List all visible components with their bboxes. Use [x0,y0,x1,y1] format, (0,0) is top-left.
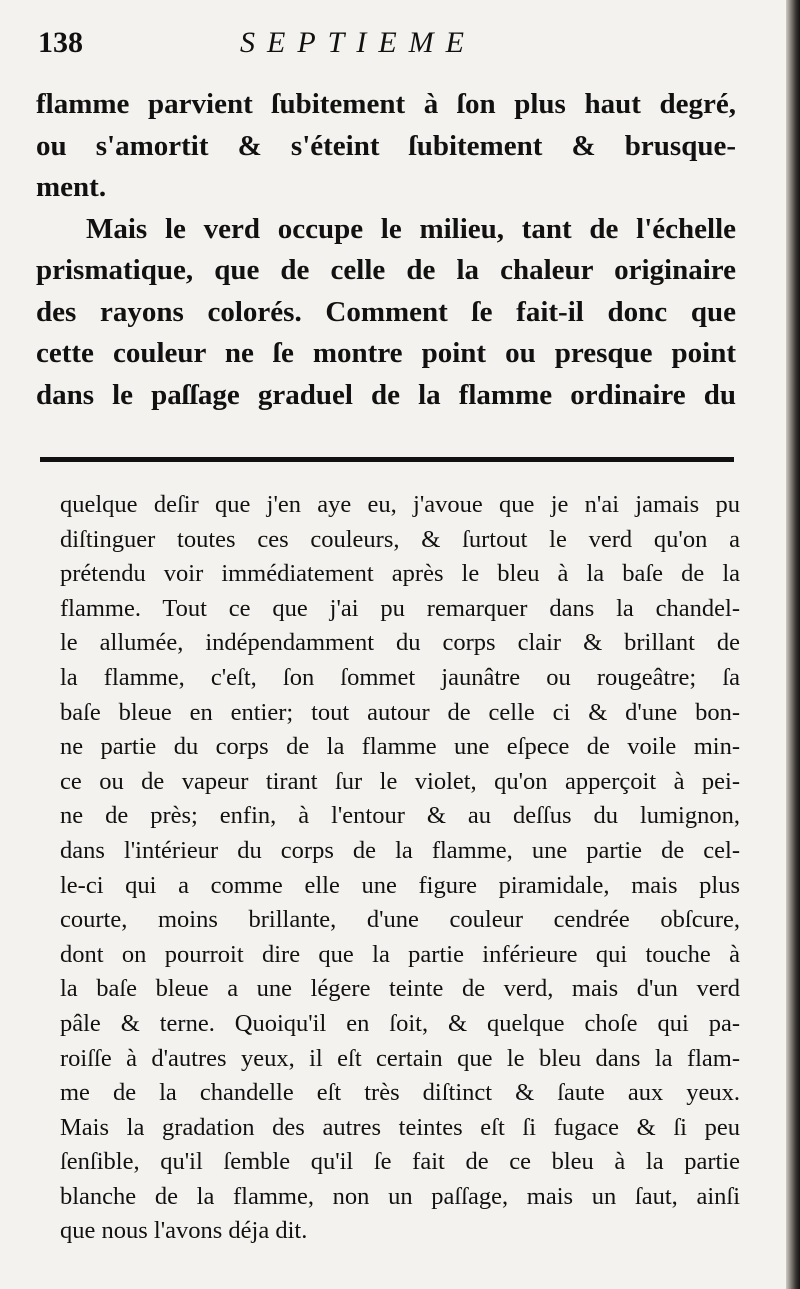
footnote-line: ſenſible, qu'il ſemble qu'il ſe fait de ce bleu à la partie [60,1148,740,1176]
text-line: ou s'amortit & s'éteint ſubitement & brusque- [36,129,736,162]
footnote-line: flamme. Tout ce que j'ai pu remarquer dans la chandel- [60,594,740,622]
main-text-block [36,84,736,416]
page-header [0,22,780,72]
text-line: cette couleur ne ſe montre point ou presque point [36,337,736,369]
footnote-line: blanche de la flamme, non un paſſage, mais un ſaut, ainſi [60,1182,740,1210]
footnote-line: roiſſe à d'autres yeux, il eſt certain que le bleu dans la flam- [60,1044,740,1072]
footnote-separator-rule [40,457,734,462]
footnote-line: la baſe bleue a une légere teinte de verd, mais d'un verd [60,975,740,1003]
page-edge-shadow [786,0,800,1289]
footnote-line: pâle & terne. Quoiqu'il en ſoit, & quelque choſe qui pa- [60,1009,740,1037]
footnote-line: courte, moins brillante, d'une couleur cendrée obſcure, [60,906,740,934]
footnote-line: me de la chandelle eſt très diſtinct & ſaute aux yeux. [60,1079,740,1107]
footnote-line: la flamme, c'eſt, ſon ſommet jaunâtre ou rougeâtre; ſa [60,663,740,691]
footnote-line: dans l'intérieur du corps de la flamme, une partie de cel- [60,836,740,864]
footnote-block [60,488,740,1249]
text-line: ment. [36,171,107,203]
page-number: 138 [38,26,83,59]
paragraph [36,209,736,417]
footnote-line: que nous l'avons déja dit. [60,1217,308,1245]
text-line: flamme parvient ſubitement à ſon plus haut degré, [36,88,736,120]
footnote-line: ne partie du corps de la flamme une eſpece de voile min- [60,733,740,761]
footnote-line: quelque deſir que j'en aye eu, j'avoue que je n'ai jamais pu [60,491,740,518]
footnote-line: Mais la gradation des autres teintes eſt ſi fugace & ſi peu [60,1113,740,1141]
footnote-line: ne de près; enfin, à l'entour & au deſſus du lumignon, [60,802,740,830]
text-line: des rayons colorés. Comment ſe fait-il donc que [36,295,736,328]
footnote-line: baſe bleue en entier; tout autour de celle ci & d'une bon- [60,698,740,726]
text-line: dans le paſſage graduel de la flamme ordinaire du [36,378,736,411]
running-title: SEPTIEME [240,26,476,59]
text-line: Mais le verd occupe le milieu, tant de l'échelle [86,212,736,245]
footnote-line: prétendu voir immédiatement après le bleu à la baſe de la [60,560,740,588]
paragraph-continuation [36,84,736,209]
footnote-line: ce ou de vapeur tirant ſur le violet, qu'on apperçoit à pei- [60,767,740,795]
footnote-line: diſtinguer toutes ces couleurs, & ſurtout le verd qu'on a [60,525,740,553]
footnote-line: dont on pourroit dire que la partie inférieure qui touche à [60,940,740,968]
footnote-line: le-ci qui a comme elle une figure piramidale, mais plus [60,871,740,899]
text-line: prismatique, que de celle de la chaleur originaire [36,254,736,286]
footnote-line: le allumée, indépendamment du corps clair & brillant de [60,629,740,657]
